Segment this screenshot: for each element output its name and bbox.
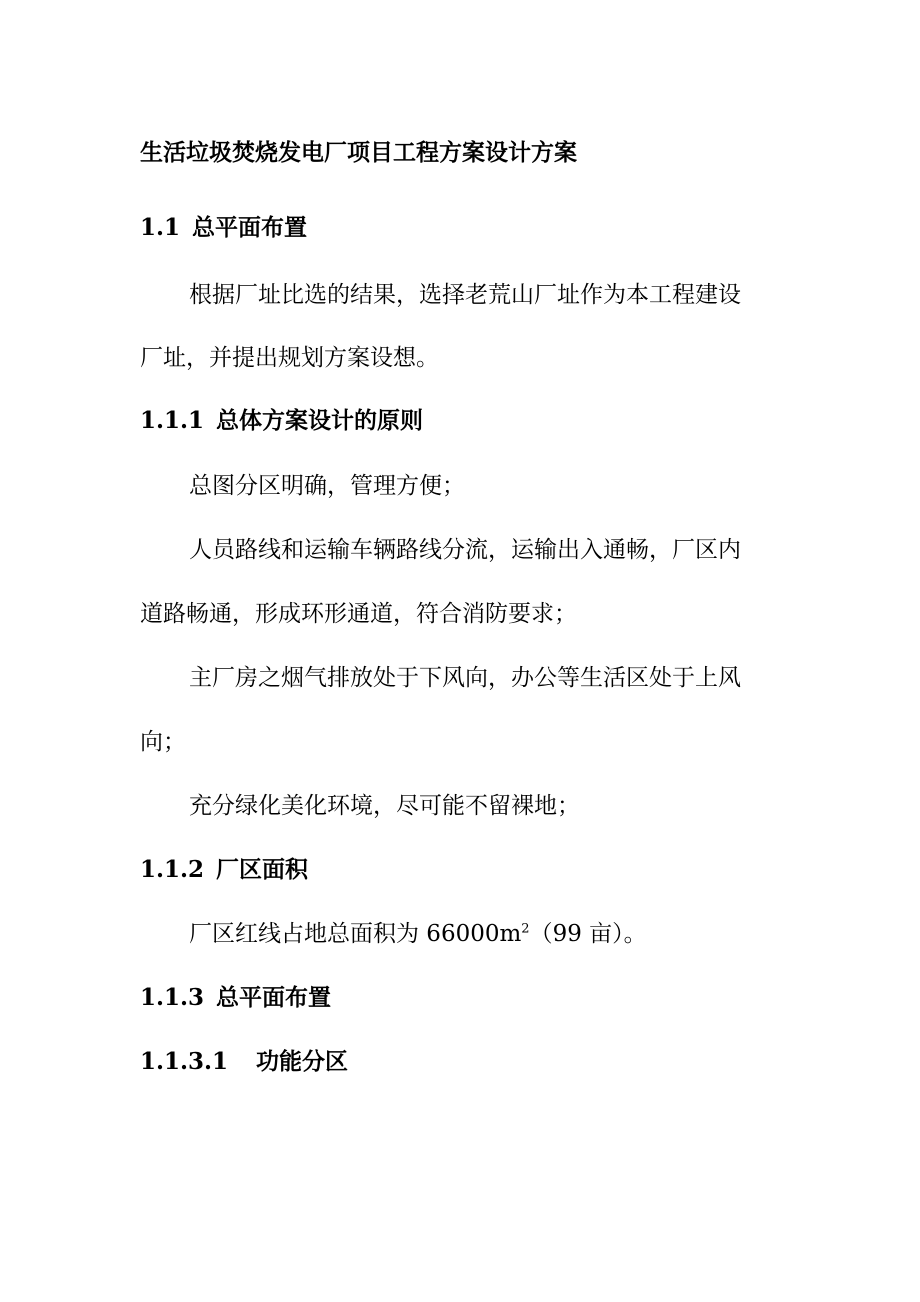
section-title: 功能分区 [256,1048,349,1075]
section-number: 1.1.3.1 [140,1048,229,1075]
area-superscript: 2 [521,921,530,937]
section-title: 厂区面积 [216,856,309,883]
paragraph-line: 向； [140,729,186,755]
section-title: 总平面布置 [192,214,308,241]
paragraph-line: 厂址，并提出规划方案设想。 [140,345,439,371]
section-number: 1.1.1 [140,407,205,434]
paragraph-line: 人员路线和运输车辆路线分流，运输出入通畅，厂区内 [189,537,741,563]
section-title: 总体方案设计的原则 [216,407,424,434]
section-heading-1-1-1 [140,406,423,436]
section-number: 1.1 [140,214,181,241]
paragraph-line-area [189,919,647,949]
paragraph-line: 总图分区明确，管理方便； [189,473,465,499]
area-text-after: （99 亩）。 [529,921,647,947]
section-heading-1-1-3 [140,983,331,1013]
paragraph-line: 道路畅通，形成环形通道，符合消防要求； [140,601,577,627]
section-title: 总平面布置 [216,984,332,1011]
paragraph-line: 主厂房之烟气排放处于下风向，办公等生活区处于上风 [189,665,741,691]
section-heading-1-1-2 [140,855,308,885]
paragraph-line: 根据厂址比选的结果，选择老荒山厂址作为本工程建设 [189,282,741,308]
document-title: 生活垃圾焚烧发电厂项目工程方案设计方案 [140,139,577,166]
section-heading-1-1 [140,213,307,243]
paragraph-line: 充分绿化美化环境，尽可能不留裸地； [189,793,580,819]
area-text: 厂区红线占地总面积为 66000m [189,921,522,947]
section-number: 1.1.3 [140,984,205,1011]
section-heading-1-1-3-1 [140,1047,348,1077]
section-number: 1.1.2 [140,856,205,883]
